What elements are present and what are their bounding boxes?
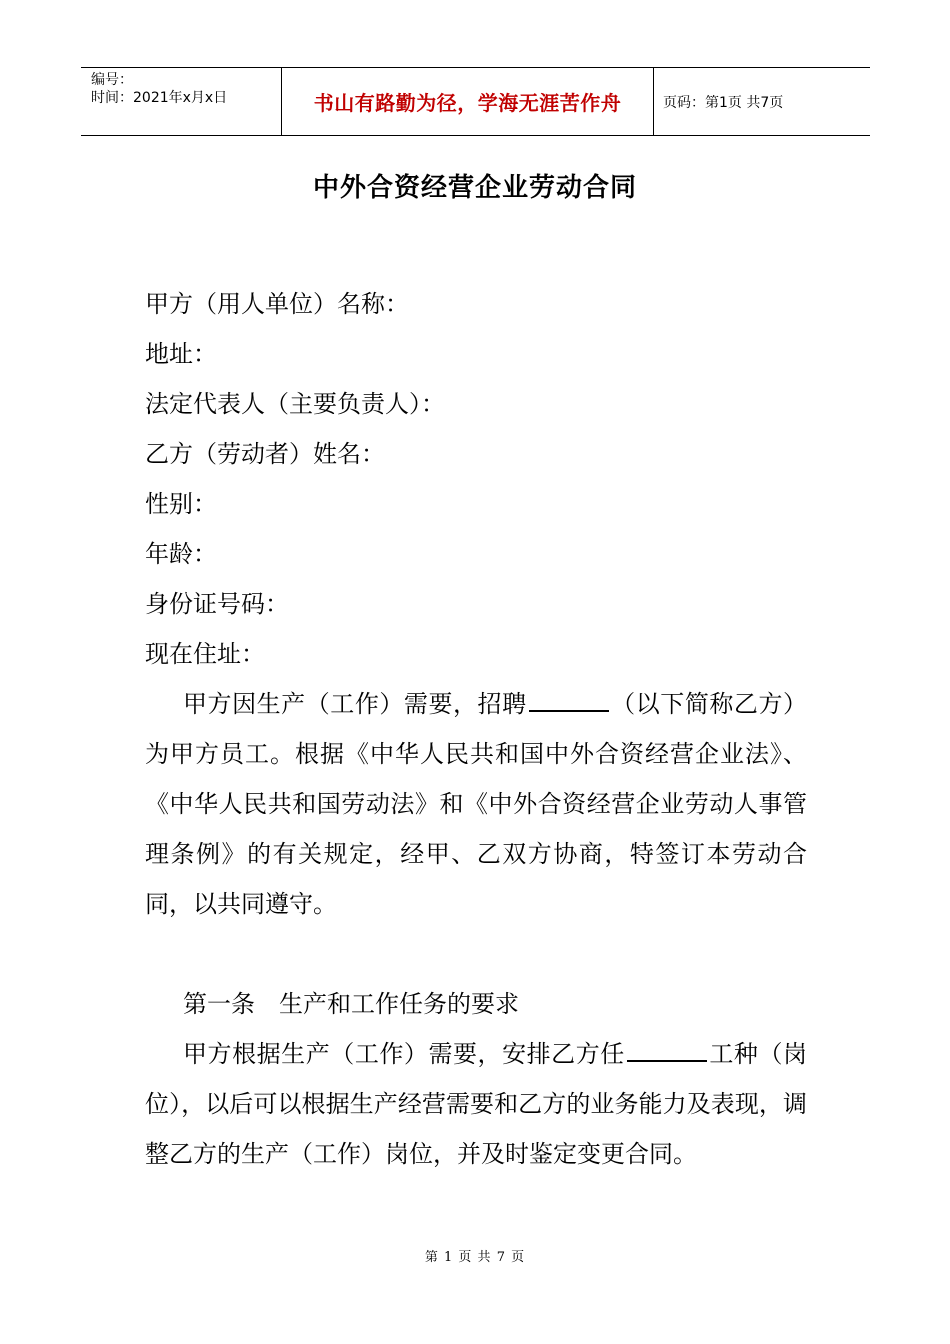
- document-body: [145, 279, 807, 1179]
- field-legal-representative: 法定代表人（主要负责人）：: [145, 390, 445, 418]
- spacer: [145, 929, 807, 979]
- field-id-number: 身份证号码：: [145, 590, 289, 618]
- field-party-a-name: 甲方（用人单位）名称：: [145, 290, 409, 318]
- field-gender: 性别：: [145, 490, 217, 518]
- article-1-text-2: 工种（岗位），以后可以根据生产经营需要和乙方的业务能力及表现，调整乙方的生产（工作）岗位，并及时鉴定变更合同。: [145, 1040, 808, 1168]
- header-page-info: 页码：第1页 共7页: [663, 94, 784, 111]
- header-motto: 书山有路勤为径，学海无涯苦作舟: [313, 91, 622, 115]
- field-address: 地址：: [145, 340, 217, 368]
- number-label: 编号：: [91, 72, 133, 88]
- article-1-heading: 第一条 生产和工作任务的要求: [183, 990, 519, 1018]
- preamble-paragraph: [145, 679, 807, 929]
- header-meta: [81, 68, 281, 135]
- article-1-paragraph: [145, 1029, 807, 1179]
- preamble-text-1: 甲方因生产（工作）需要，招聘: [183, 690, 527, 718]
- job-type-blank: [627, 1030, 707, 1062]
- document-title: 中外合资经营企业劳动合同: [312, 173, 637, 203]
- time-label: 时间：2021年x月x日: [91, 90, 228, 106]
- field-party-b-name: 乙方（劳动者）姓名：: [145, 440, 385, 468]
- article-1-text-1: 甲方根据生产（工作）需要，安排乙方任: [183, 1040, 625, 1068]
- field-age: 年龄：: [145, 540, 217, 568]
- preamble-text-2: （以下简称乙方）为甲方员工。根据《中华人民共和国中外合资经营企业法》、《中华人民共和国劳动法》和《中外合资经营企业劳动人事管理条例》的有关规定，经甲、乙双方协商，特签订本劳动合同，以共同遵守。: [145, 690, 808, 918]
- header-motto-cell: [281, 68, 654, 135]
- page-footer: 第 1 页 共 7 页: [424, 1250, 526, 1265]
- field-current-address: 现在住址：: [145, 640, 265, 668]
- page-header: [81, 67, 870, 136]
- recruit-blank: [529, 680, 609, 712]
